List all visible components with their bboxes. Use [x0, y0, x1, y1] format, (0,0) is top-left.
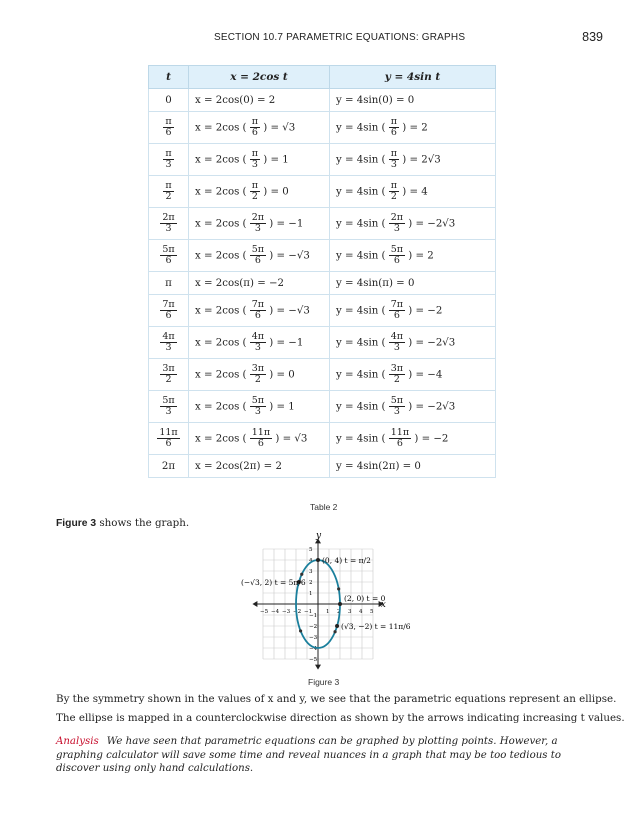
- y-fraction: $\frac{4\pi}{3}$: [390, 331, 404, 353]
- point-label: (0, 4) t = π/2: [322, 556, 371, 565]
- t-fraction: $\frac{4\pi}{3}$: [162, 331, 175, 353]
- t-cell: [149, 295, 189, 327]
- y-tick-label: −3: [309, 635, 318, 641]
- x-cell: x = 2cos(2π) = 2: [189, 455, 330, 478]
- table-caption: Table 2: [310, 502, 338, 512]
- point-label: (√3, −2) t = 11π/6: [341, 622, 411, 631]
- t-cell: [149, 359, 189, 391]
- table-row: [149, 144, 496, 176]
- x-axis-label: x: [380, 600, 386, 610]
- y-cell: y = 4sin(π) = 0: [330, 272, 496, 295]
- y-cell: y = 4sin ( $\frac{5\pi}{3}$ ) = −2√3: [330, 391, 496, 423]
- y-fraction: $\frac{3\pi}{2}$: [390, 363, 404, 385]
- section-name: PARAMETRIC EQUATIONS: GRAPHS: [286, 32, 466, 43]
- y-cell: y = 4sin(0) = 0: [330, 89, 496, 112]
- x-cell: x = 2cos ( $\frac{\pi}{6}$ ) = √3: [189, 112, 330, 144]
- x-cell: x = 2cos ( $\frac{5\pi}{6}$ ) = −√3: [189, 240, 330, 272]
- table-row: [149, 423, 496, 455]
- y-cell: y = 4sin ( $\frac{2\pi}{3}$ ) = −2√3: [330, 208, 496, 240]
- table-row: [149, 208, 496, 240]
- y-tick-label: 1: [309, 591, 313, 597]
- y-tick-label: 5: [309, 547, 313, 553]
- y-cell: y = 4sin ( $\frac{5\pi}{6}$ ) = 2: [330, 240, 496, 272]
- t-cell: [149, 391, 189, 423]
- x-axis-arrow-left: [252, 601, 257, 607]
- x-cell: x = 2cos ( $\frac{\pi}{3}$ ) = 1: [189, 144, 330, 176]
- y-tick-label: 3: [309, 569, 313, 575]
- x-tick-label: −1: [304, 609, 313, 615]
- y-fraction: $\frac{\pi}{2}$: [390, 180, 398, 202]
- table-row: [149, 89, 496, 112]
- direction-arrow: [300, 573, 303, 576]
- x-fraction: $\frac{3\pi}{2}$: [251, 363, 265, 385]
- y-axis-label: y: [316, 531, 322, 542]
- y-cell: y = 4sin ( $\frac{3\pi}{2}$ ) = −4: [330, 359, 496, 391]
- x-fraction: $\frac{4\pi}{3}$: [251, 331, 265, 353]
- x-tick-label: −3: [282, 609, 291, 615]
- plotted-point: [316, 558, 320, 562]
- y-tick-label: 4: [309, 558, 313, 564]
- y-fraction: $\frac{\pi}{6}$: [390, 116, 398, 138]
- figure-intro-text: shows the graph.: [96, 517, 190, 529]
- t-fraction: $\frac{7\pi}{6}$: [162, 299, 175, 321]
- t-cell: 2π: [149, 455, 189, 478]
- x-cell: x = 2cos ( $\frac{2\pi}{3}$ ) = −1: [189, 208, 330, 240]
- y-tick-label: −2: [309, 624, 318, 630]
- x-cell: x = 2cos(0) = 2: [189, 89, 330, 112]
- ellipse-graph: [240, 531, 411, 672]
- t-fraction: $\frac{\pi}{3}$: [165, 148, 172, 170]
- direction-paragraph: The ellipse is mapped in a counterclockwise direction as shown by the arrows indicating increasing t values.: [56, 712, 625, 724]
- x-fraction: $\frac{5\pi}{6}$: [251, 244, 265, 266]
- t-fraction: $\frac{11\pi}{6}$: [159, 427, 178, 449]
- t-cell: [149, 423, 189, 455]
- x-cell: x = 2cos ( $\frac{5\pi}{3}$ ) = 1: [189, 391, 330, 423]
- x-fraction: $\frac{\pi}{3}$: [251, 148, 259, 170]
- t-fraction: $\frac{2\pi}{3}$: [162, 212, 175, 234]
- t-cell: [149, 144, 189, 176]
- y-tick-label: −1: [309, 613, 318, 619]
- col-header-t: t: [149, 66, 189, 89]
- t-fraction: $\frac{5\pi}{3}$: [162, 395, 175, 417]
- x-tick-label: −4: [271, 609, 280, 615]
- point-label: (2, 0) t = 0: [344, 594, 386, 603]
- x-tick-label: 2: [337, 609, 341, 615]
- table-row: [149, 359, 496, 391]
- x-tick-label: 3: [348, 609, 352, 615]
- y-fraction: $\frac{7\pi}{6}$: [390, 299, 404, 321]
- y-fraction: $\frac{2\pi}{3}$: [390, 212, 404, 234]
- t-cell: [149, 112, 189, 144]
- y-cell: y = 4sin ( $\frac{11\pi}{6}$ ) = −2: [330, 423, 496, 455]
- y-tick-label: −5: [309, 657, 318, 663]
- t-fraction: $\frac{3\pi}{2}$: [162, 363, 175, 385]
- x-tick-label: −2: [293, 609, 302, 615]
- t-cell: [149, 176, 189, 208]
- analysis-box: [56, 735, 576, 776]
- y-axis-arrow-down: [315, 665, 321, 670]
- col-header-y: y = 4sin t: [330, 66, 496, 89]
- x-tick-label: 1: [326, 609, 330, 615]
- col-header-x: x = 2cos t: [189, 66, 330, 89]
- section-number: SECTION 10.7: [214, 32, 284, 43]
- figure-ref: Figure 3: [56, 518, 97, 529]
- x-fraction: $\frac{\pi}{2}$: [251, 180, 259, 202]
- x-tick-label: 4: [359, 609, 363, 615]
- analysis-label: Analysis: [56, 736, 99, 747]
- table-row: [149, 272, 496, 295]
- table-row: [149, 112, 496, 144]
- page-number: 839: [582, 30, 603, 44]
- direction-arrow: [333, 630, 336, 633]
- t-fraction: $\frac{\pi}{6}$: [165, 116, 172, 138]
- x-fraction: $\frac{7\pi}{6}$: [251, 299, 265, 321]
- analysis-text: We have seen that parametric equations can be graphed by plotting points. However, a graphing calculator will save some time and reveal nuances in a graph that may be too tedious to discover using only hand calculations.: [56, 736, 561, 774]
- x-cell: x = 2cos ( $\frac{4\pi}{3}$ ) = −1: [189, 327, 330, 359]
- x-tick-label: 5: [370, 609, 374, 615]
- x-cell: x = 2cos ( $\frac{3\pi}{2}$ ) = 0: [189, 359, 330, 391]
- t-cell: 0: [149, 89, 189, 112]
- x-cell: x = 2cos(π) = −2: [189, 272, 330, 295]
- x-fraction: $\frac{\pi}{6}$: [251, 116, 259, 138]
- table-row: [149, 176, 496, 208]
- y-cell: y = 4sin ( $\frac{4\pi}{3}$ ) = −2√3: [330, 327, 496, 359]
- y-cell: y = 4sin(2π) = 0: [330, 455, 496, 478]
- y-fraction: $\frac{5\pi}{6}$: [390, 244, 404, 266]
- direction-arrow: [337, 587, 340, 590]
- x-fraction: $\frac{5\pi}{3}$: [251, 395, 265, 417]
- table-row: [149, 295, 496, 327]
- page-header: [0, 30, 630, 46]
- figure-caption: Figure 3: [308, 677, 340, 687]
- table-header-row: [149, 66, 496, 89]
- point-label: (−√3, 2) t = 5π/6: [240, 578, 306, 587]
- y-tick-label: −4: [309, 646, 318, 652]
- y-cell: y = 4sin ( $\frac{\pi}{6}$ ) = 2: [330, 112, 496, 144]
- y-cell: y = 4sin ( $\frac{7\pi}{6}$ ) = −2: [330, 295, 496, 327]
- x-cell: x = 2cos ( $\frac{7\pi}{6}$ ) = −√3: [189, 295, 330, 327]
- values-table: [148, 65, 496, 478]
- y-cell: y = 4sin ( $\frac{\pi}{2}$ ) = 4: [330, 176, 496, 208]
- x-cell: x = 2cos ( $\frac{\pi}{2}$ ) = 0: [189, 176, 330, 208]
- y-cell: y = 4sin ( $\frac{\pi}{3}$ ) = 2√3: [330, 144, 496, 176]
- table-row: [149, 240, 496, 272]
- x-fraction: $\frac{11\pi}{6}$: [251, 427, 271, 449]
- x-tick-label: −5: [260, 609, 269, 615]
- t-cell: [149, 208, 189, 240]
- table-row: [149, 391, 496, 423]
- t-cell: π: [149, 272, 189, 295]
- y-fraction: $\frac{5\pi}{3}$: [390, 395, 404, 417]
- plotted-point: [338, 602, 342, 606]
- y-fraction: $\frac{\pi}{3}$: [390, 148, 398, 170]
- t-fraction: $\frac{5\pi}{6}$: [162, 244, 175, 266]
- t-cell: [149, 240, 189, 272]
- section-title: [214, 32, 465, 43]
- t-cell: [149, 327, 189, 359]
- figure-intro: [56, 516, 189, 531]
- plotted-point: [335, 624, 339, 628]
- x-fraction: $\frac{2\pi}{3}$: [251, 212, 265, 234]
- direction-arrow: [299, 629, 302, 632]
- t-fraction: $\frac{\pi}{2}$: [165, 180, 172, 202]
- table-row: [149, 327, 496, 359]
- table-row: [149, 455, 496, 478]
- symmetry-paragraph: By the symmetry shown in the values of x and y, we see that the parametric equations represent an ellipse.: [56, 693, 617, 705]
- y-fraction: $\frac{11\pi}{6}$: [390, 427, 410, 449]
- x-cell: x = 2cos ( $\frac{11\pi}{6}$ ) = √3: [189, 423, 330, 455]
- y-tick-label: 2: [309, 580, 313, 586]
